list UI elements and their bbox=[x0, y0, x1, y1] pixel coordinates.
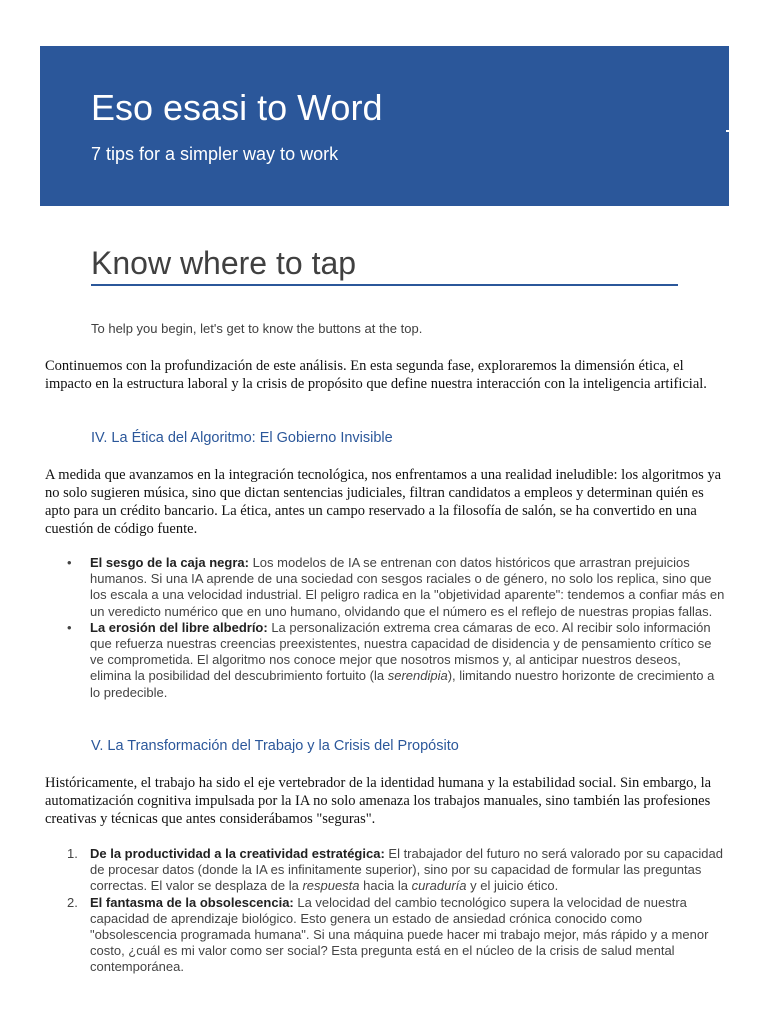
item-text-mid: hacia la bbox=[359, 878, 412, 894]
list-item bbox=[45, 555, 725, 620]
item-text: La velocidad del cambio tecnológico supera la velocidad de nuestra capacidad de aprendizaje biológico. Esto genera un estado de ansiedad crónica conocido como "obsolescencia programada humana". Si una máquina puede hacer mi trabajo mejor, más rápido y a menor costo, ¿cuál es mi valor como ser social? Esta pregunta está en el núcleo de la crisis de salud mental contemporánea. bbox=[90, 894, 709, 975]
item-text: El trabajador del futuro no será valorado por su capacidad de procesar datos (donde la IA es infinitamente superior), sino por su capacidad de formular las preguntas correctas. El valor se desplaza de la bbox=[90, 846, 723, 894]
part4-paragraph: A medida que avanzamos en la integración tecnológica, nos enfrentamos a una realidad ineludible: los algoritmos ya no solo sugieren música, sino que dictan sentencias judiciales, filtran candidatos a empleos y determinan quién es apto para un crédito bancario. La ética, antes un campo reservado a la filosofía de salón, se ha convertido en una cuestión de código fuente. bbox=[45, 467, 722, 537]
section-heading: Know where to tap bbox=[91, 243, 678, 286]
item-title: De la productividad a la creatividad estratégica: bbox=[90, 846, 385, 861]
header-banner bbox=[40, 46, 729, 206]
bullet-text: La personalización extrema crea cámaras de eco. Al recibir solo información que refuerza nuestras creencias preexistentes, nuestra capacidad de disidencia y de pensamiento crítico se ve comprometida. El algoritmo nos conoce mejor que nosotros mismos y, al anticipar nuestros deseos, elimina la posibilidad del descubrimiento fortuito (la bbox=[90, 619, 712, 684]
part4-bullet-list bbox=[45, 555, 725, 701]
list-item bbox=[45, 846, 725, 895]
list-item bbox=[45, 895, 725, 976]
bullet-text: Los modelos de IA se entrenan con datos históricos que arrastran prejuicios humanos. Si una IA aprende de una sociedad con sesgos raciales o de género, no solo los replica, sino que los escala a una velocidad industrial. El peligro radica en la "objetividad aparente": tendemos a confiar más en un veredicto numérico que en uno humano, olvidando que el número es el reflejo de nuestras propias fallas. bbox=[90, 555, 725, 619]
list-item bbox=[45, 620, 725, 701]
item-italic: respuesta bbox=[302, 878, 360, 894]
part4-heading: IV. La Ética del Algoritmo: El Gobierno Invisible bbox=[91, 430, 393, 446]
number-marker: 2. bbox=[67, 894, 78, 910]
part5-heading: V. La Transformación del Trabajo y la Crisis del Propósito bbox=[91, 738, 459, 754]
item-title: El fantasma de la obsolescencia: bbox=[90, 894, 294, 910]
bullet-italic: serendipia bbox=[387, 668, 448, 684]
bullet-marker: • bbox=[67, 619, 72, 635]
bullet-title: El sesgo de la caja negra: bbox=[90, 555, 249, 570]
bullet-title: La erosión del libre albedrío: bbox=[90, 619, 268, 635]
item-tail: y el juicio ético. bbox=[466, 878, 559, 894]
intro-text: To help you begin, let's get to know the buttons at the top. bbox=[91, 321, 423, 336]
item-italic: curaduría bbox=[411, 878, 467, 894]
part5-paragraph: Históricamente, el trabajo ha sido el eje vertebrador de la identidad humana y la estabilidad social. Sin embargo, la automatización cognitiva impulsada por la IA no solo amenaza los trabajos manuales, sino también las profesiones creativas y técnicas que antes considerábamos "seguras". bbox=[45, 775, 712, 827]
part5-numbered-list bbox=[45, 846, 725, 976]
banner-edge-mark bbox=[726, 130, 729, 132]
document-subtitle: 7 tips for a simpler way to work bbox=[91, 144, 339, 164]
continuation-paragraph: Continuemos con la profundización de este análisis. En esta segunda fase, exploraremos la dimensión ética, el impacto en la estructura laboral y la crisis de propósito que define nuestra interacción con la inteligencia artificial. bbox=[45, 358, 707, 392]
document-title: Eso esasi to Word bbox=[91, 87, 383, 128]
bullet-marker: • bbox=[67, 555, 72, 570]
bullet-tail: ), limitando nuestro horizonte de crecimiento a lo predecible. bbox=[90, 668, 715, 700]
number-marker: 1. bbox=[67, 846, 78, 861]
